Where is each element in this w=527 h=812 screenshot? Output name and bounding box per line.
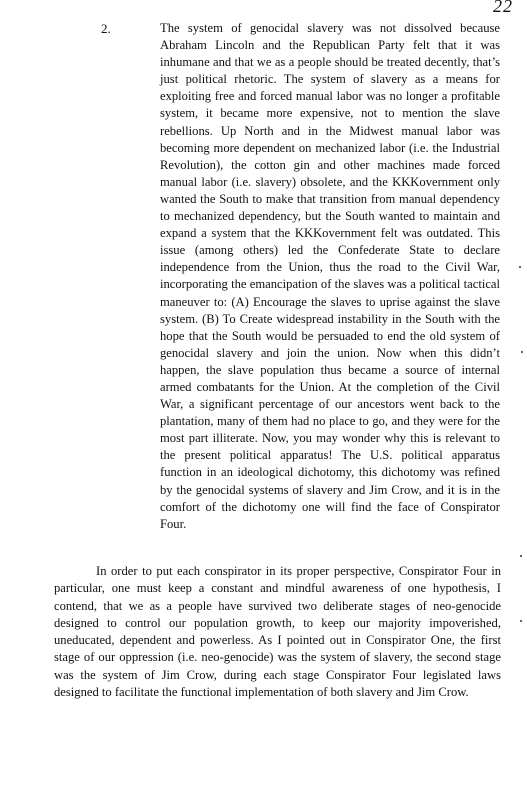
- scan-speck: [519, 266, 521, 268]
- body-paragraph: In order to put each conspirator in its proper perspective, Conspirator Four in particular, one must keep a constant and mindful awareness of one hypothesis, I contend, that we as a people have survived two deliberate stages of neo-genocide designed to control our population growth, to keep our majority impoverished, uneducated, dependent and powerless. As I pointed out in Conspirator One, the first stage of our oppression (i.e. neo-genocide) was the system of slavery, the second stage was the system of Jim Crow, during each stage Conspirator Four legislated laws designed to facilitate the functional implementation of both slavery and Jim Crow.: [54, 564, 501, 700]
- scan-speck: [520, 620, 522, 622]
- page-number: 22: [493, 0, 513, 16]
- list-item-number: 2.: [101, 21, 111, 36]
- list-item-text: The system of genocidal slavery was not dissolved because Abraham Lincoln and the Republican Party felt that it was inhumane and that we as a people should be treated decently, that’s just political rhetoric. The system of slavery as a means for exploiting free and forced manual labor was no longer a profitable system, it became more expensive, not to mention the slave rebellions. Up North and in the Midwest manual labor was becoming more dependent on mechanized labor (i.e. the Industrial Revolution), the cotton gin and other machines made forced manual labor (i.e. slavery) obsolete, and the KKKovernment only wanted the South to make that transition from manual dependency to mechanized dependency, but the South wanted to maintain and expand a system that the KKKovernment felt was outdated. This issue (among others) led the Confederate State to declare independence from the Union, thus the road to the Civil War, incorporating the emancipation of the slaves was a political tactical maneuver to: (A) Encourage the slaves to uprise against the slave system. (B) To Create widespread instability in the South with the hope that the South would be persuaded to end the old system of genocidal slavery and join the union. Now when this didn’t happen, the slave population thus became a source of internal armed combatants for the Union. At the completion of the Civil War, a significant percentage of our ancestors went back to the plantation, many of them had no place to go, and they were for the most part illiterate. Now, you may wonder why this is relevant to the present political apparatus! The U.S. political apparatus function in an ideological dichotomy, this dichotomy was refined by the genocidal systems of slavery and Jim Crow, and it is in the comfort of the dichotomy one will find the face of Conspirator Four.: [160, 21, 500, 531]
- scan-speck: [521, 351, 523, 353]
- scan-speck: [520, 555, 522, 557]
